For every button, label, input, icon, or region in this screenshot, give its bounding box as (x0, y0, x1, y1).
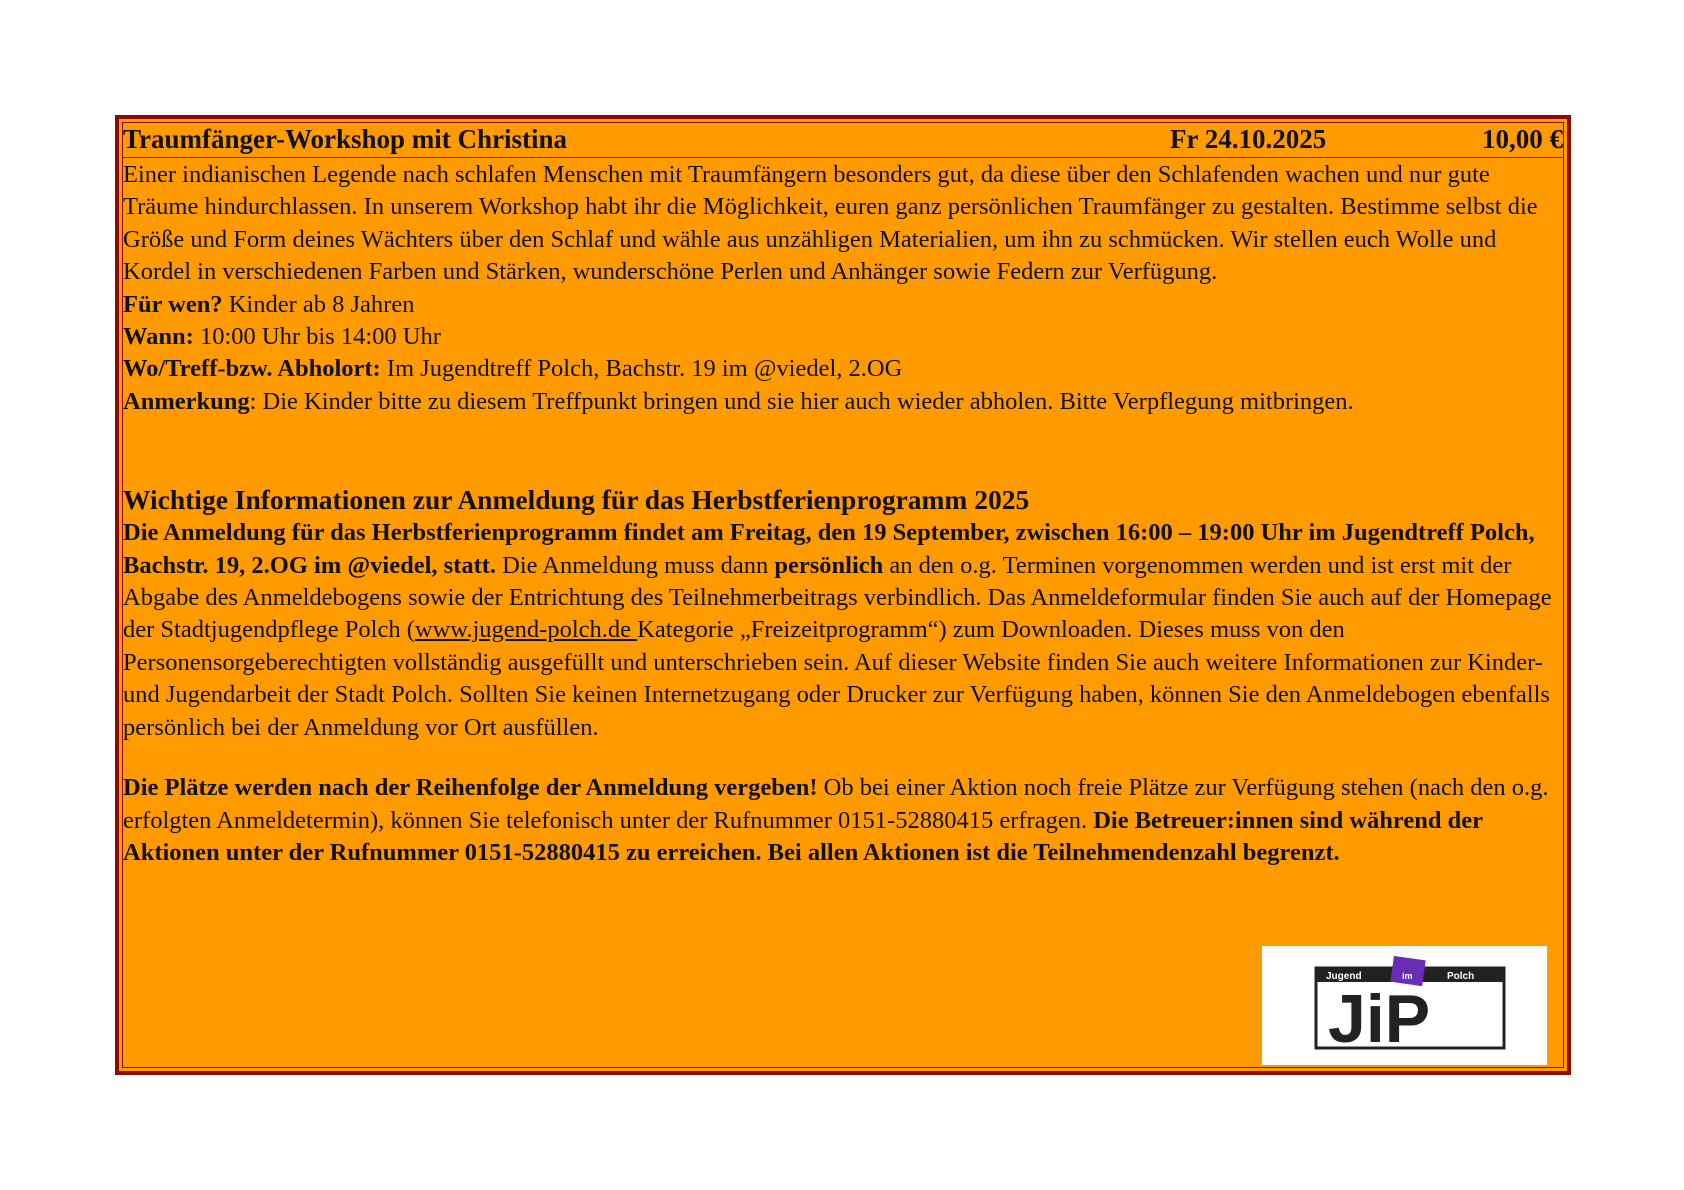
event-price: 10,00 € (1482, 124, 1563, 154)
time-label: Wann: (123, 323, 194, 351)
target-group-label: Für wen? (123, 290, 223, 318)
registration-text-1: Die Anmeldung muss dann (496, 551, 775, 579)
location-line (123, 353, 1553, 385)
target-group-line (123, 289, 1553, 321)
places-paragraph (123, 772, 1553, 869)
note-label: Anmerkung (123, 387, 250, 415)
logo-word-mid: im (1402, 971, 1413, 981)
jip-logo-graphic (1262, 946, 1547, 1065)
places-text: Ob bei einer Aktion noch freie Plätze zur Verfügung stehen (nach den o.g. erfolgten Anmeldetermin), können Sie telefonisch unter der Rufnummer 0151-52880415 erfragen. (123, 774, 1549, 834)
spacer (123, 744, 1553, 772)
time-line (123, 321, 1553, 353)
supervisors-bold: Die Betreuer:innen sind während der Aktionen unter der Rufnummer 0151-52880415 zu erreichen. Bei allen Aktionen ist die Teilnehmendenzahl begrenzt. (123, 806, 1483, 866)
logo-letters: JiP (1328, 981, 1431, 1057)
target-group-value: Kinder ab 8 Jahren (222, 290, 415, 318)
time-value: 10:00 Uhr bis 14:00 Uhr (193, 323, 441, 351)
event-title: Traumfänger-Workshop mit Christina (123, 124, 568, 154)
card-body (123, 159, 1553, 869)
event-description: Einer indianischen Legende nach schlafen Menschen mit Traumfängern besonders gut, da diese über den Schlafenden wachen und nur gute Träume hindurchlassen. In unserem Workshop habt ihr die Möglichkeit, euren ganz persönlichen Traumfänger zu gestalten. Bestimme selbst die Größe und Form deines Wächters über den Schlaf und wähle aus unzähligen Materialien, um ihn zu schmücken. Wir stellen euch Wolle und Kordel in verschiedenen Farben und Stärken, wunderschöne Perlen und Anhänger sowie Federn zur Verfügung. (123, 161, 1538, 286)
info-heading: Wichtige Informationen zur Anmeldung für das Herbstferienprogramm 2025 (123, 484, 1030, 516)
event-date: Fr 24.10.2025 (1170, 124, 1327, 154)
registration-text-3: Kategorie „Freizeitprogramm“) zum Downloaden. Dieses muss von den Personensorgeberechtigten vollständig ausgefüllt und unterschrieben sein. Auf dieser Website finden Sie auch weitere Informationen zur Kinder- und Jugendarbeit der Stadt Polch. Sollten Sie keinen Internetzugang oder Drucker zur Verfügung haben, können Sie den Anmeldebogen ebenfalls persönlich bei der Anmeldung vor Ort ausfüllen. (123, 616, 1550, 741)
jip-logo (1262, 946, 1547, 1065)
spacer (123, 418, 1553, 483)
location-value: Im Jugendtreff Polch, Bachstr. 19 im @viedel, 2.OG (380, 355, 903, 383)
logo-word-right: Polch (1447, 971, 1475, 982)
registration-paragraph (123, 517, 1553, 744)
places-bold: Die Plätze werden nach der Reihenfolge der Anmeldung vergeben! (123, 774, 818, 802)
note-line (123, 386, 1553, 418)
event-card (115, 115, 1571, 1075)
registration-bold: Die Anmeldung für das Herbstferienprogramm findet am Freitag, den 19 September, zwischen 16:00 – 19:00 Uhr im Jugendtreff Polch, Bachstr. 19, 2.OG im @viedel, statt. (123, 519, 1535, 579)
note-value: : Die Kinder bitte zu diesem Treffpunkt bringen und sie hier auch wieder abholen. Bitte Verpflegung mitbringen. (249, 387, 1354, 415)
logo-word-left: Jugend (1326, 971, 1362, 982)
registration-text-2: an den o.g. Terminen vorgenommen werden und ist erst mit der Abgabe des Anmeldebogens sowie der Entrichtung des Teilnehmerbeitrags verbindlich. Das Anmeldeformular finden Sie auch auf der Homepage der Stadtjugendpflege Polch ( (123, 551, 1552, 644)
event-header (123, 121, 1563, 158)
registration-personal: persönlich (774, 551, 884, 579)
website-link[interactable]: www.jugend-polch.de (414, 616, 638, 644)
location-label: Wo/Treff-bzw. Abholort: (123, 355, 381, 383)
